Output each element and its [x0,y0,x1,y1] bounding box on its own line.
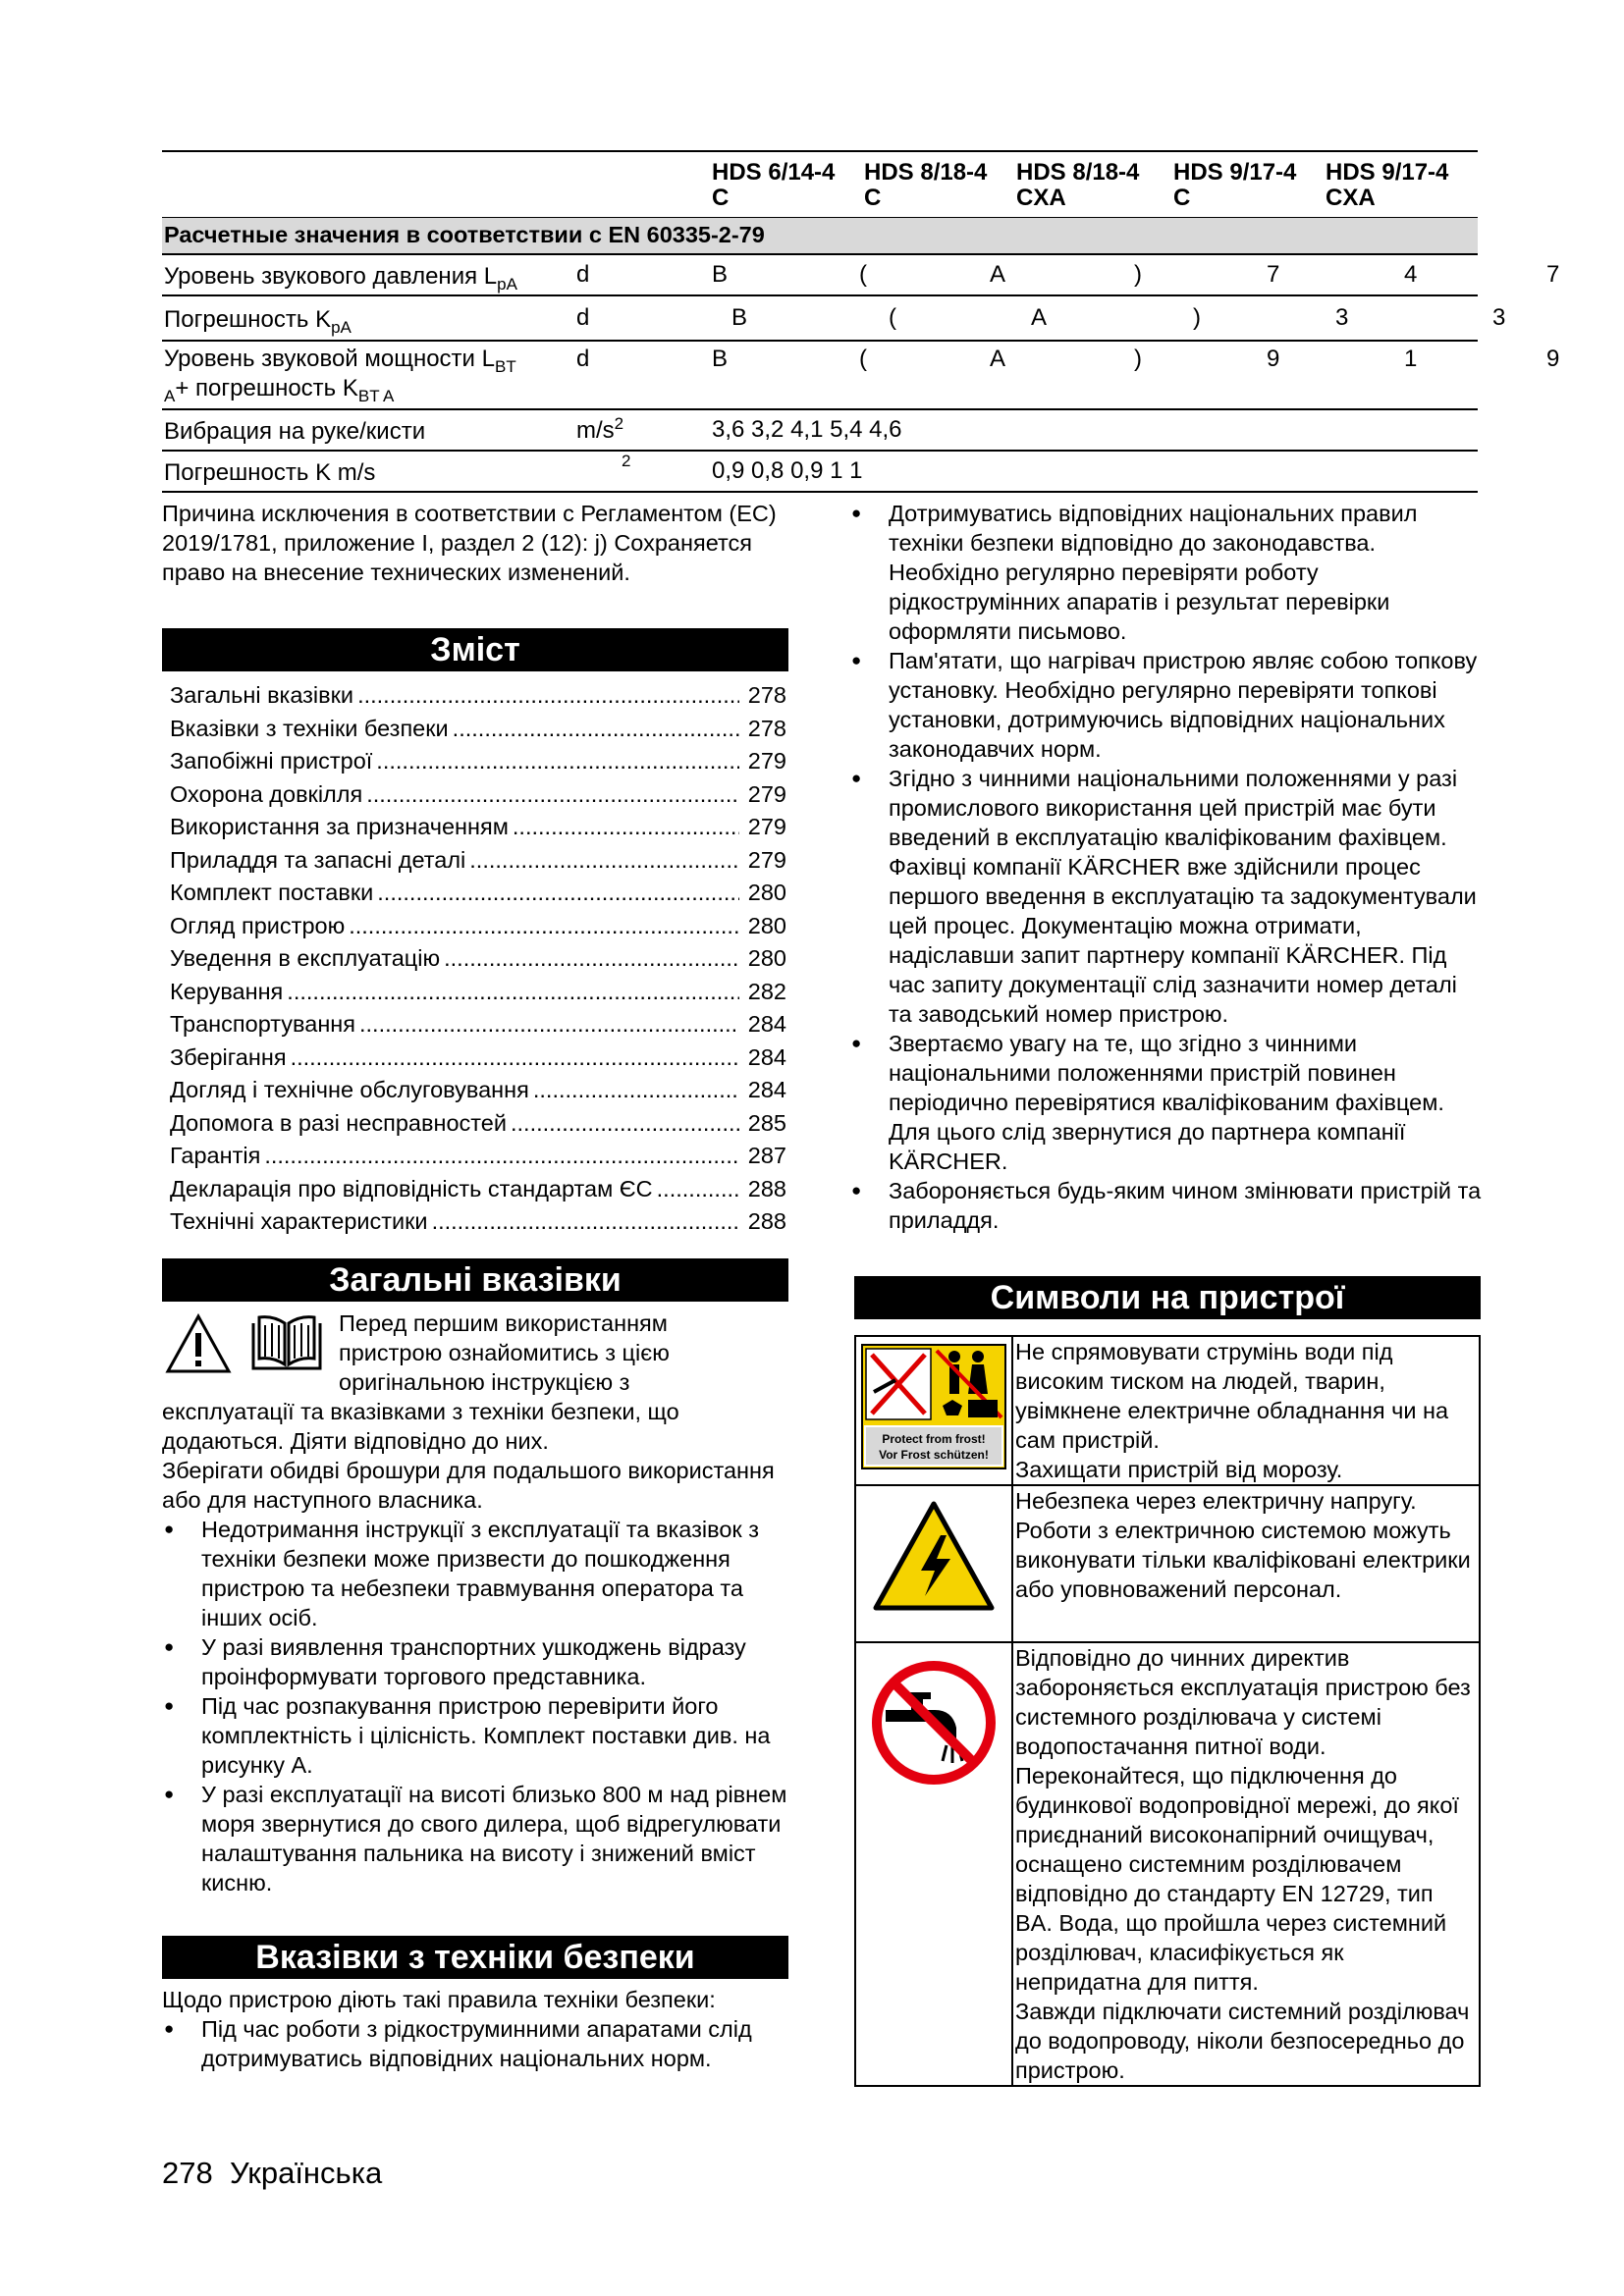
toc-entry-label: Догляд і технічне обслуговування [170,1077,529,1102]
table-row: Небезпека через електричну напругу. Роботи з електричною системою можуть виконувати тільки кваліфіковані електрики або уповноважений персонал. [855,1485,1480,1642]
spec-row-pressure-uncertainty: Погрешность $K_{pA}$ d B ( A ) 3 3 [162,296,1478,342]
general-intro-indented: Перед першим використанням пристрою ознайомитись з цією оригінальною інструкцією з [339,1310,670,1395]
toc-entry-label: Гарантія [170,1143,261,1168]
footer-language: Українська [229,2156,383,2190]
general-intro-rest: експлуатації та вказівками з техніки безпеки, що додаються. Діяти відповідно до них. [162,1399,679,1454]
toc-entry-page: 288 [747,1175,786,1201]
toc-dot-leader [657,1173,739,1206]
toc-entry-label: Загальні вказівки [170,682,354,708]
toc-dot-leader [513,811,739,844]
symbols-heading: Символи на пристрої [854,1276,1481,1319]
toc-entry-page: 285 [747,1109,786,1136]
toc-entry-page: 279 [747,748,786,774]
general-keep-note: Зберігати обидві брошури для подальшого використання або для наступного власника. [162,1458,775,1513]
toc-entry[interactable] [170,877,786,910]
list-item: ● Звертаємо увагу на те, що згідно з чинними національними положеннями пристрій повинен періодично перевірятися кваліфікованим фахівцем. Для цього слід звернутися до партнера компанії KÄRCHER. [849,1029,1483,1176]
toc-entry[interactable] [170,745,786,778]
toc-entry-page: 280 [747,880,786,905]
spec-section-bar [162,218,1478,255]
list-item: ● У разі виявлення транспортних ушкоджень відразу проінформувати торгового представника. [162,1632,790,1691]
spec-row-vibration-uncertainty: Погрешность K m/s 2 0,9 0,8 0,9 1 1 [162,452,1478,493]
safety-bullets-right [849,499,1483,1235]
toc-entry-page: 280 [747,945,786,971]
list-item: ● Під час розпакування пристрою перевірити його комплектність і цілісність. Комплект поставки див. на рисунку А. [162,1691,790,1780]
list-item: ● У разі експлуатації на висоті близько 800 м над рівнем моря звернутися до свого дилера, щоб відрегулювати налаштування пальника на висоту і знижений вміст кисню. [162,1780,790,1897]
toc-entry-label: Уведення в експлуатацію [170,945,441,971]
toc-entry-page: 284 [747,1011,786,1037]
warning-triangle-icon [165,1313,232,1374]
toc-entry-page: 287 [747,1143,786,1168]
toc-dot-leader [453,713,739,746]
spec-table [162,150,1478,219]
electric-hazard-icon [870,1498,998,1616]
toc-entry[interactable] [170,942,786,976]
toc-dot-leader [264,1140,739,1173]
page-number: 278 [162,2156,213,2190]
toc-entry-label: Запобіжні пристрої [170,748,373,774]
toc-dot-leader [432,1205,739,1239]
frost-label-de: Vor Frost schützen! [879,1448,989,1462]
toc-dot-leader [366,778,739,812]
toc-entry-label: Вказівки з техніки безпеки [170,715,449,741]
toc-entry-label: Транспортування [170,1011,355,1037]
toc-dot-leader [376,745,739,778]
no-drinking-water-connection-icon [870,1659,998,1787]
toc-dot-leader [469,844,739,878]
toc-entry[interactable] [170,1140,786,1173]
toc-entry-label: Використання за призначенням [170,814,509,839]
model-col-4: HDS 9/17-4 C [1173,151,1326,218]
toc-dot-leader [349,910,739,943]
toc-entry[interactable] [170,1041,786,1075]
toc-entry-page: 284 [747,1043,786,1070]
toc-entry[interactable] [170,976,786,1009]
frost-label-en: Protect from frost! [882,1432,986,1446]
list-item: ● Згідно з чинними національними положеннями у разі промислового використання цей пристрій має бути введений в експлуатацію кваліфікованим фахівцем. Фахівці компанії KÄRCHER вже здійснили процес першого введення в експлуатацію та задокументували цей процес. Документацію можна отримати, надіславши запит партнеру компанії KÄRCHER. Під час запиту документації слід зазначити номер деталі та заводський номер пристрою. [849,764,1483,1029]
toc-entry-page: 279 [747,780,786,807]
toc-dot-leader [359,1008,739,1041]
toc-heading: Зміст [162,628,788,671]
toc-entry-label: Огляд пристрою [170,912,346,938]
toc-entry[interactable] [170,910,786,943]
toc-dot-leader [287,976,739,1009]
toc-dot-leader [444,942,739,976]
list-item: ● Забороняється будь-яким чином змінювати пристрій та приладдя. [849,1176,1483,1235]
toc-entry-label: Керування [170,978,284,1004]
toc-entry-page: 280 [747,912,786,938]
toc-entry-label: Декларація про відповідність стандартам ЄС [170,1175,653,1201]
toc-entry-page: 278 [747,715,786,741]
general-heading: Загальні вказівки [162,1258,788,1302]
manual-book-icon [247,1311,326,1374]
list-item: ● Недотримання інструкції з експлуатації та вказівок з техніки безпеки може призвести до пошкодження пристрою та небезпеки травмування оператора та інших осіб. [162,1515,790,1632]
toc-dot-leader [291,1041,739,1075]
toc-entry[interactable] [170,679,786,713]
symbols-table [854,1335,1481,2087]
toc-entry-label: Комплект поставки [170,880,374,905]
toc-entry-page: 284 [747,1077,786,1102]
toc-dot-leader [357,679,739,713]
toc-entry-page: 282 [747,978,786,1004]
toc-entry[interactable] [170,1205,786,1239]
spec-section-title: Расчетные значения в соответствии с EN 60335-2-79 [164,222,765,247]
toc-entry-page: 279 [747,814,786,839]
toc-entry-label: Охорона довкілля [170,780,363,807]
model-col-3: HDS 8/18-4 CXA [1016,151,1173,218]
spec-row-vibration: Вибрация на руке/кисти $m/s^2$ 3,6 3,2 4,1 5,4 4,6 [162,410,1478,452]
toc-entry-page: 288 [747,1208,786,1234]
toc-entry-page: 278 [747,682,786,708]
toc-entry-label: Технічні характеристики [170,1208,428,1234]
intro-note: Причина исключения в соответствии с Регламентом (ЕС) 2019/1781, приложение I, раздел 2 (12): j) Сохраняется право на внесение технических изменений. [162,501,777,585]
toc-dot-leader [377,877,739,910]
safety-heading: Вказівки з техніки безпеки [162,1936,788,1979]
model-col-1: HDS 6/14-4 C [712,151,864,218]
toc-entry[interactable] [170,1173,786,1206]
toc-entry-page: 279 [747,846,786,873]
toc-entry[interactable] [170,1074,786,1107]
spec-header-row [162,151,1478,218]
toc-entry-label: Приладдя та запасні деталі [170,846,466,873]
spec-row-sound-pressure: Уровень звукового давления $L_{pA}$ d B ( A ) 7 4 7 [162,255,1478,296]
list-item: ● Дотримуватись відповідних національних правил техніки безпеки відповідно до законодавства. Необхідно регулярно перевіряти роботу рідкострумінних апаратів і результат перевірки оформляти письмово. [849,499,1483,646]
toc-entry-label: Допомога в разі несправностей [170,1109,507,1136]
toc-entry[interactable] [170,713,786,746]
page-footer [162,2156,382,2191]
toc-entry[interactable] [170,811,786,844]
toc-entry-label: Зберігання [170,1043,287,1070]
toc-dot-leader [533,1074,739,1107]
toc-entry[interactable] [170,844,786,878]
list-item: ● Під час роботи з рідкоструминними апаратами слід дотримуватись відповідних національних норм. [162,2014,790,2073]
toc-dot-leader [511,1107,739,1141]
list-item: ● Пам'ятати, що нагрівач пристрою являє собою топкову установку. Необхідно регулярно перевіряти топкові установки, дотримуючись відповідних національних законодавчих норм. [849,646,1483,764]
table-row: Відповідно до чинних директив забороняється експлуатація пристрою без системного розділювача у системі водопостачання питної води. Переконайтеся, що підключення до будинкової водопровідної мережі, до якої приєднаний високонапірний очищувач, оснащено системним розділювачем відповідно до стандарту EN 12729, тип BA. Вода, що пройшла через системний розділювач, класифікується як непридатна для пиття. Завжди підключати системний розділювач до водопроводу, ніколи безпосередньо до пристрою. [855,1642,1480,2086]
toc-list [170,679,786,1239]
spec-row-sound-power: Уровень звуковой мощности $L_{BT}$ $_A$+ погрешность $K_{BT A}$ d B ( A ) 9 1 9 [162,342,1478,410]
toc-entry[interactable] [170,1107,786,1141]
safety-intro: Щодо пристрою діють такі правила техніки безпеки: [162,1987,716,2012]
toc-entry[interactable] [170,778,786,812]
toc-entry[interactable] [170,1008,786,1041]
no-spray-frost-icon [860,1343,1007,1470]
model-col-5: HDS 9/17-4 CXA [1326,151,1478,218]
model-col-2: HDS 8/18-4 C [864,151,1016,218]
safety-bullets-left [162,2014,790,2073]
table-row: Protect from frost! Vor Frost schützen! Не спрямовувати струмінь води під високим тиском на людей, тварин, увімкнене електричне обладнання чи на сам пристрій. Захищати пристрій від морозу. [855,1336,1480,1485]
general-bullets [162,1515,790,1897]
